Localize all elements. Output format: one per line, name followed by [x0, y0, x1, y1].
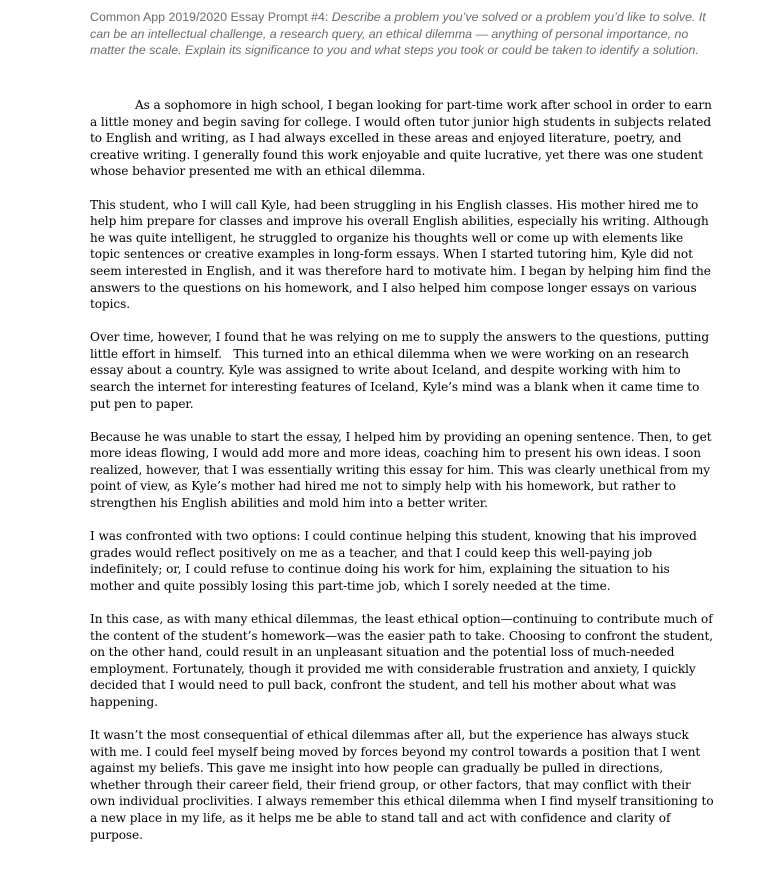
prompt-lead: Common App 2019/2020 Essay Prompt #4: [90, 10, 332, 24]
essay-paragraph-7: It wasn’t the most consequential of ethical dilemmas after all, but the experience has always stuck with me. I could feel myself being moved by forces beyond my control towards a position that I went against my beliefs. This gave me insight into how people can gradually be pulled in directions, whether through their career field, their friend group, or other factors, that may conflict with their own individual proclivities. I always remember this ethical dilemma when I find myself transitioning to a new place in my life, as it helps me be able to stand tall and act with confidence and clarity of purpose. [90, 728, 714, 842]
essay-paragraph-1: As a sophomore in high school, I began looking for part-time work after school in order to earn a little money and begin saving for college. I would often tutor junior high students in subjects related to English and writing, as I had always excelled in these areas and enjoyed literature, poetry, and creative writing. I generally found this work enjoyable and quite lucrative, yet there was one student whose behavior presented me with an ethical dilemma. [90, 98, 712, 179]
essay-paragraph-4: Because he was unable to start the essay, I helped him by providing an opening sentence. Then, to get more ideas flowing, I would add more and more ideas, coaching him to present his own ideas. I soon realized, however, that I was essentially writing this essay for him. This was clearly unethical from my point of view, as Kyle’s mother had hired me not to simply help with his homework, but rather to strengthen his English abilities and mold him into a better writer. [90, 429, 712, 511]
essay-body [90, 97, 714, 843]
essay-paragraph-5: I was confronted with two options: I could continue helping this student, knowing that his improved grades would reflect positively on me as a teacher, and that I could keep this well-paying job indefinitely; or, I could refuse to continue doing his work for him, explaining the situation to his mother and quite possibly losing this part-time job, which I sorely needed at the time. [90, 529, 697, 593]
prompt-text: Describe a problem you’ve solved or a problem you’d like to solve. It can be an intellectual challenge, a research query, an ethical dilemma — anything of personal importance, no matter the scale. Explain its significance to you and what steps you took or could be taken to identify a solution. [90, 10, 706, 58]
essay-paragraph-3: Over time, however, I found that he was relying on me to supply the answers to the questions, putting little effort in himself. This turned into an ethical dilemma when we were working on an research essay about a country. Kyle was assigned to write about Iceland, and despite working with him to search the internet for interesting features of Iceland, Kyle’s mind was a blank when it came time to put pen to paper. [90, 330, 713, 411]
essay-prompt [90, 9, 714, 59]
essay-paragraph-6: In this case, as with many ethical dilemmas, the least ethical option—continuing to contribute much of the content of the student’s homework—was the easier path to take. Choosing to confront the student, on the other hand, could result in an unpleasant situation and the potential loss of much-needed employment. Fortunately, though it provided me with considerable frustration and anxiety, I quickly decided that I would need to pull back, confront the student, and tell his mother about what was happening. [90, 612, 714, 710]
document-page [90, 9, 714, 860]
essay-paragraph-2: This student, who I will call Kyle, had been struggling in his English classes. His mother hired me to help him prepare for classes and improve his overall English abilities, especially his writing. Although he was quite intelligent, he struggled to organize his thoughts well or come up with elements like topic sentences or creative examples in long-form essays. When I started tutoring him, Kyle did not seem interested in English, and it was therefore hard to motivate him. I began by helping him find the answers to the questions on his homework, and I also helped him compose longer essays on various topics. [90, 197, 711, 312]
